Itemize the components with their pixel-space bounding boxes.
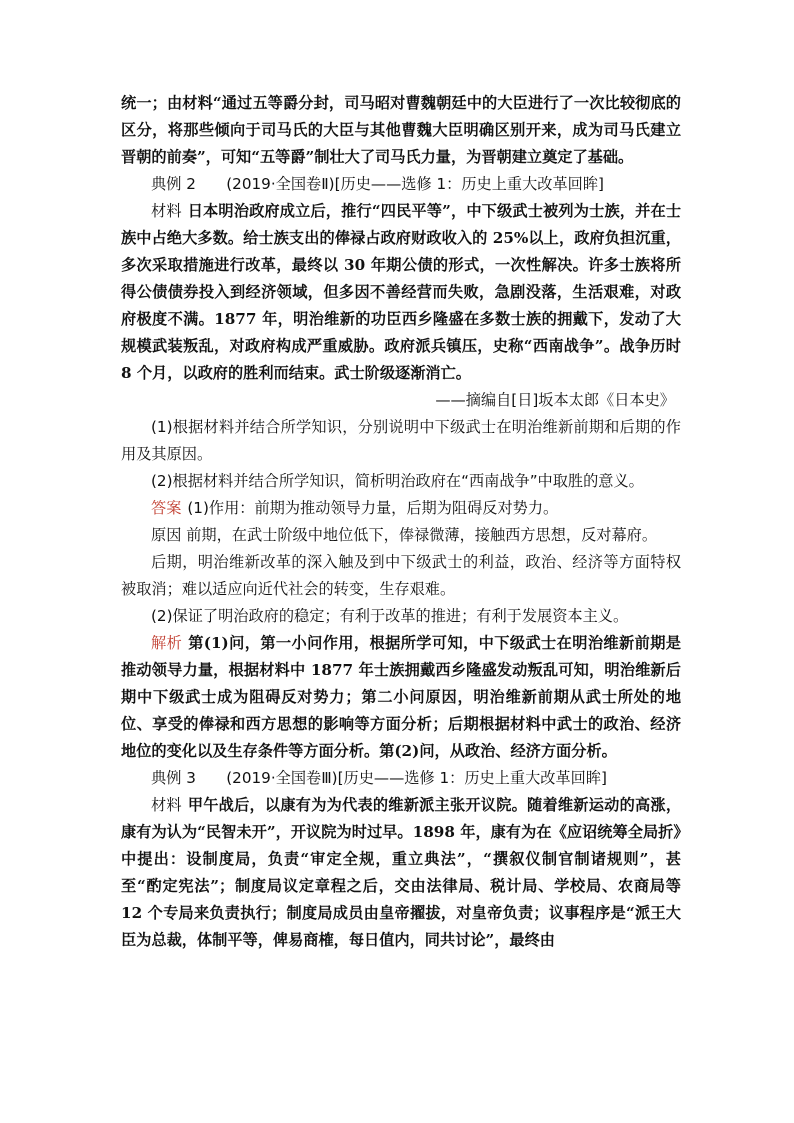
answer-text-1: (1)作用：前期为推动领导力量，后期为阻碍反对势力。 <box>187 499 559 517</box>
question-1: (1)根据材料并结合所学知识，分别说明中下级武士在明治维新前期和后期的作用及其原因。 <box>121 418 681 463</box>
example-3-title: 典例 3 (2019·全国卷Ⅲ)[历史——选修 1：历史上重大改革回眸] <box>151 769 607 787</box>
document-body <box>121 90 681 954</box>
example-2-material <box>121 198 681 387</box>
analysis-paragraph <box>121 630 681 765</box>
answer-line-4: (2)保证了明治政府的稳定；有利于改革的推进；有利于发展资本主义。 <box>151 607 629 625</box>
paragraph-continuation: 统一；由材料“通过五等爵分封，司马昭对曹魏朝廷中的大臣进行了一次比较彻底的区分，将那些倾向于司马氏的大臣与其他曹魏大臣明确区别开来，成为司马氏建立晋朝的前奏”，可知“五等爵”制壮大了司马氏力量，为晋朝建立奠定了基础。 <box>121 94 681 166</box>
answer-line-1 <box>121 495 681 522</box>
analysis-text: 第(1)问，第一小问作用，根据所学可知，中下级武士在明治维新前期是推动领导力量，根据材料中 1877 年士族拥戴西乡隆盛发动叛乱可知，明治维新后期中下级武士成为阻碍反对势力；第二小问原因，明治维新前期从武士所处的地位、享受的俸禄和西方思想的影响等方面分析；后期根据材料中武士的政治、经济地位的变化以及生存条件等方面分析。第(2)问，从政治、经济方面分析。 <box>121 634 681 760</box>
material-source: ——摘编自[日]坂本太郎《日本史》 <box>435 391 675 409</box>
answer-line-2: 原因 前期，在武士阶级中地位低下，俸禄微薄，接触西方思想，反对幕府。 <box>151 526 658 544</box>
example-3-material <box>121 792 681 954</box>
material-text-3: 甲午战后，以康有为为代表的维新派主张开议院。随着维新运动的高涨，康有为认为“民智未开”，开议院为时过早。1898 年，康有为在《应诏统筹全局折》中提出：设制度局，负责“审定全规，重立典法”，“撰叙仪制官制诸规则”，甚至“酌定宪法”；制度局议定章程之后，交由法律局、税计局、学校局、农商局等 12 个专局来负责执行；制度局成员由皇帝擢拔，对皇帝负责；议事程序是“派王大臣为总裁，体制平等，俾易商榷，每日值内，同共讨论”，最终由 <box>121 796 682 949</box>
example-2-title: 典例 2 (2019·全国卷Ⅱ)[历史——选修 1：历史上重大改革回眸] <box>151 175 604 193</box>
material-label: 材料 <box>151 202 182 220</box>
answer-line-3: 后期，明治维新改革的深入触及到中下级武士的利益，政治、经济等方面特权被取消；难以适应向近代社会的转变，生存艰难。 <box>121 553 681 598</box>
material-text: 日本明治政府成立后，推行“四民平等”，中下级武士被列为士族，并在士族中占绝大多数。给士族支出的俸禄占政府财政收入的 25%以上，政府负担沉重，多次采取措施进行改革，最终以 30 年期公债的形式，一次性解决。许多士族将所得公债债券投入到经济领域，但多因不善经营而失败，急剧没落，生活艰难，对政府极度不满。1877 年，明治维新的功臣西乡隆盛在多数士族的拥戴下，发动了大规模武装叛乱，对政府构成严重威胁。政府派兵镇压，史称“西南战争”。战争历时 8 个月，以政府的胜利而结束。武士阶级逐渐消亡。 <box>121 202 682 382</box>
question-2: (2)根据材料并结合所学知识，简析明治政府在“西南战争”中取胜的意义。 <box>151 472 644 490</box>
material-label-3: 材料 <box>151 796 182 814</box>
analysis-label: 解析 <box>151 634 183 652</box>
answer-label: 答案 <box>151 499 182 517</box>
